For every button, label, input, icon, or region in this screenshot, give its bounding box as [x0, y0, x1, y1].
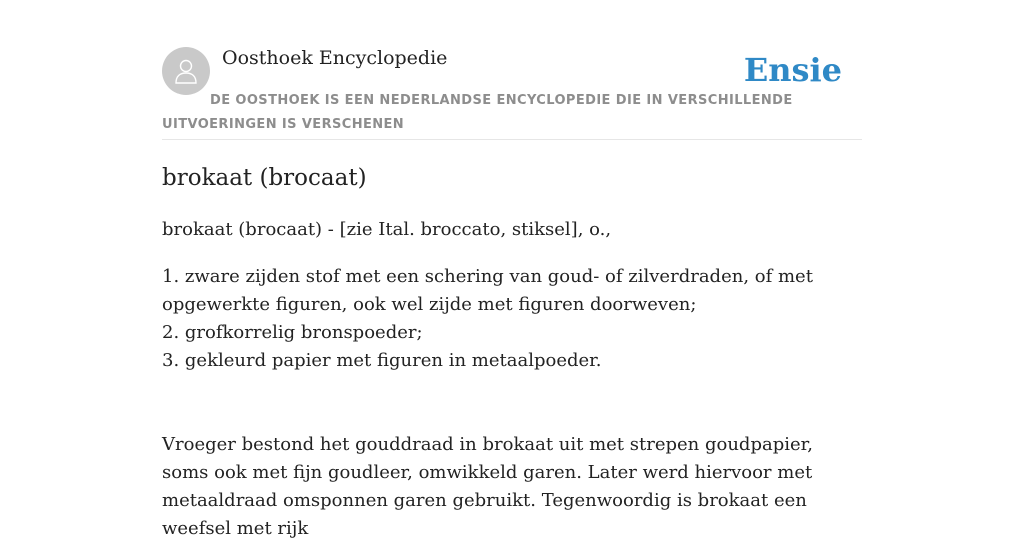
article-paragraph: Vroeger bestond het gouddraad in brokaat uit met strepen goudpapier, soms ook met fijn goudleer, omwikkeld garen. Later werd hiervoor met metaaldraad omsponnen garen gebruikt. Tegenwoordig is brokaat een weefsel met rijk [162, 434, 813, 539]
article-lead: brokaat (brocaat) - [zie Ital. broccato, stiksel], o., [162, 219, 612, 240]
user-icon [171, 56, 201, 86]
definitions-list [162, 263, 862, 375]
definition-item: 2. grofkorrelig bronspoeder; [162, 322, 423, 343]
definition-item: 3. gekleurd papier met figuren in metaalpoeder. [162, 350, 602, 371]
site-header [162, 0, 862, 140]
definition-item: 1. zware zijden stof met een schering van goud- of zilverdraden, of met opgewerkte figuren, ook wel zijde met figuren doorweven; [162, 266, 813, 315]
brand-logo-link[interactable]: Ensie [743, 51, 842, 89]
page-container [162, 0, 862, 539]
site-name[interactable]: Oosthoek Encyclopedie [222, 47, 448, 69]
avatar[interactable] [162, 47, 210, 95]
article-title: brokaat (brocaat) [162, 165, 367, 191]
site-tagline: DE OOSTHOEK IS EEN NEDERLANDSE ENCYCLOPEDIE DIE IN VERSCHILLENDE UITVOERINGEN IS VERSCHENEN [162, 93, 793, 132]
